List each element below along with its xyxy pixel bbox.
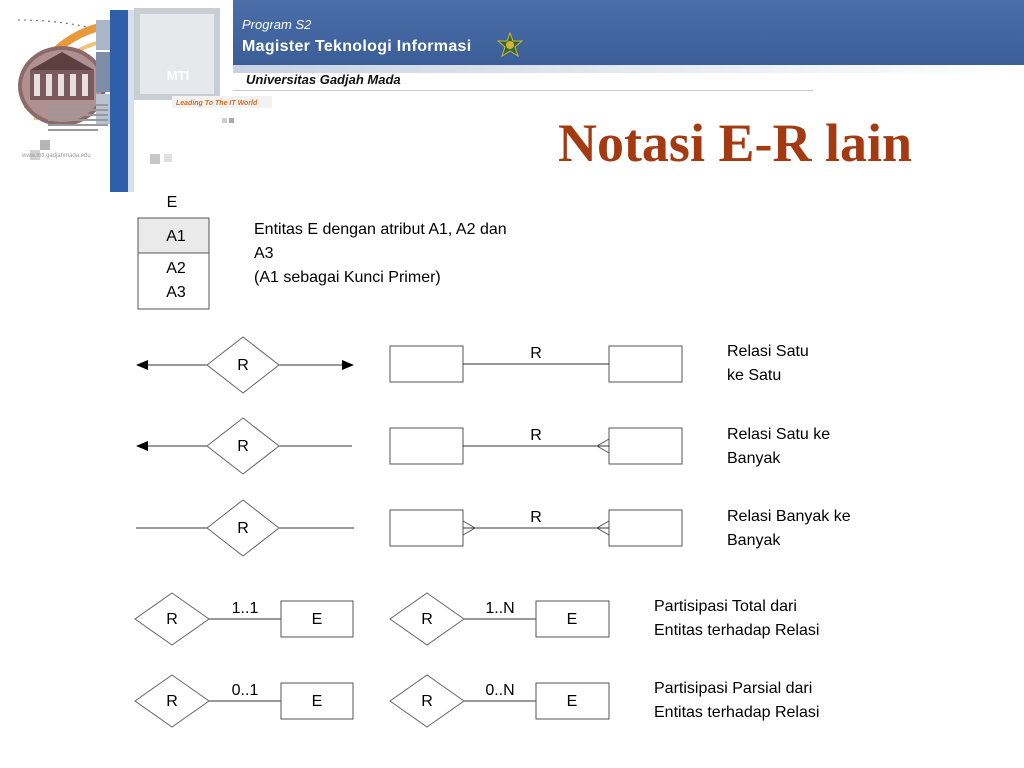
program-label: Program S2 <box>242 17 312 32</box>
entity-attr: A2 <box>166 260 186 277</box>
relation-label: R <box>421 693 433 710</box>
partial-participation-description <box>654 677 819 725</box>
description-line: Relasi Satu ke <box>727 426 831 443</box>
entity-block <box>138 194 209 309</box>
entity-box <box>390 428 463 464</box>
entity-box <box>609 346 682 382</box>
description-line: Partisipasi Total dari <box>654 598 797 615</box>
relation-label: R <box>237 520 249 537</box>
cardinality-label: 0..1 <box>231 682 259 699</box>
logo-badge-text: MTI <box>166 68 190 83</box>
entity-box <box>609 510 682 546</box>
relation-one-to-many <box>136 418 682 474</box>
total-participation-description <box>654 595 819 643</box>
description-line: Partisipasi Parsial dari <box>654 680 813 697</box>
one-to-many-description <box>727 423 830 471</box>
relation-label: R <box>237 438 249 455</box>
line-label: R <box>530 509 542 526</box>
entity-attr: A3 <box>166 284 186 301</box>
entity-label: E <box>311 611 323 628</box>
entity-box <box>390 510 463 546</box>
entity-description <box>254 218 507 290</box>
description-line: Relasi Satu <box>727 343 809 360</box>
description-line: Entitas terhadap Relasi <box>654 622 820 639</box>
description-line: Entitas E dengan atribut A1, A2 dan <box>254 221 507 238</box>
many-to-many-description <box>727 505 851 553</box>
relation-label: R <box>237 357 249 374</box>
cardinality-label: 1..1 <box>231 600 259 617</box>
line-label: R <box>530 345 542 362</box>
cardinality-label: 1..N <box>485 600 515 617</box>
description-line: Entitas terhadap Relasi <box>654 704 820 721</box>
entity-label: E <box>566 611 578 628</box>
relation-one-to-one <box>136 337 682 393</box>
entity-box <box>609 428 682 464</box>
description-line: Banyak <box>727 532 781 549</box>
participation-total <box>135 593 609 645</box>
relation-many-to-many <box>136 500 682 556</box>
description-line: Relasi Banyak ke <box>727 508 851 525</box>
description-line: (A1 sebagai Kunci Primer) <box>254 269 441 286</box>
entity-label: E <box>566 693 578 710</box>
entity-label: E <box>311 693 323 710</box>
entity-key-attr: A1 <box>166 228 186 245</box>
relation-label: R <box>166 611 178 628</box>
logo-tagline: Leading To The IT World <box>176 100 258 107</box>
arrowhead-left-icon <box>136 441 148 451</box>
participation-partial <box>135 675 609 727</box>
program-title: Magister Teknologi Informasi <box>242 38 472 55</box>
entity-box <box>390 346 463 382</box>
relation-label: R <box>421 611 433 628</box>
line-label: R <box>530 427 542 444</box>
arrowhead-left-icon <box>136 360 148 370</box>
page-title: Notasi E-R lain <box>557 113 912 173</box>
relation-label: R <box>166 693 178 710</box>
description-line: ke Satu <box>727 367 782 384</box>
university-name: Universitas Gadjah Mada <box>246 72 401 87</box>
description-line: A3 <box>254 245 274 262</box>
one-to-one-description <box>727 340 809 388</box>
entity-name: E <box>166 194 178 211</box>
cardinality-label: 0..N <box>485 682 515 699</box>
arrowhead-right-icon <box>342 360 354 370</box>
logo-website: www.mti.gadjahmada.edu <box>22 153 91 159</box>
description-line: Banyak <box>727 450 781 467</box>
